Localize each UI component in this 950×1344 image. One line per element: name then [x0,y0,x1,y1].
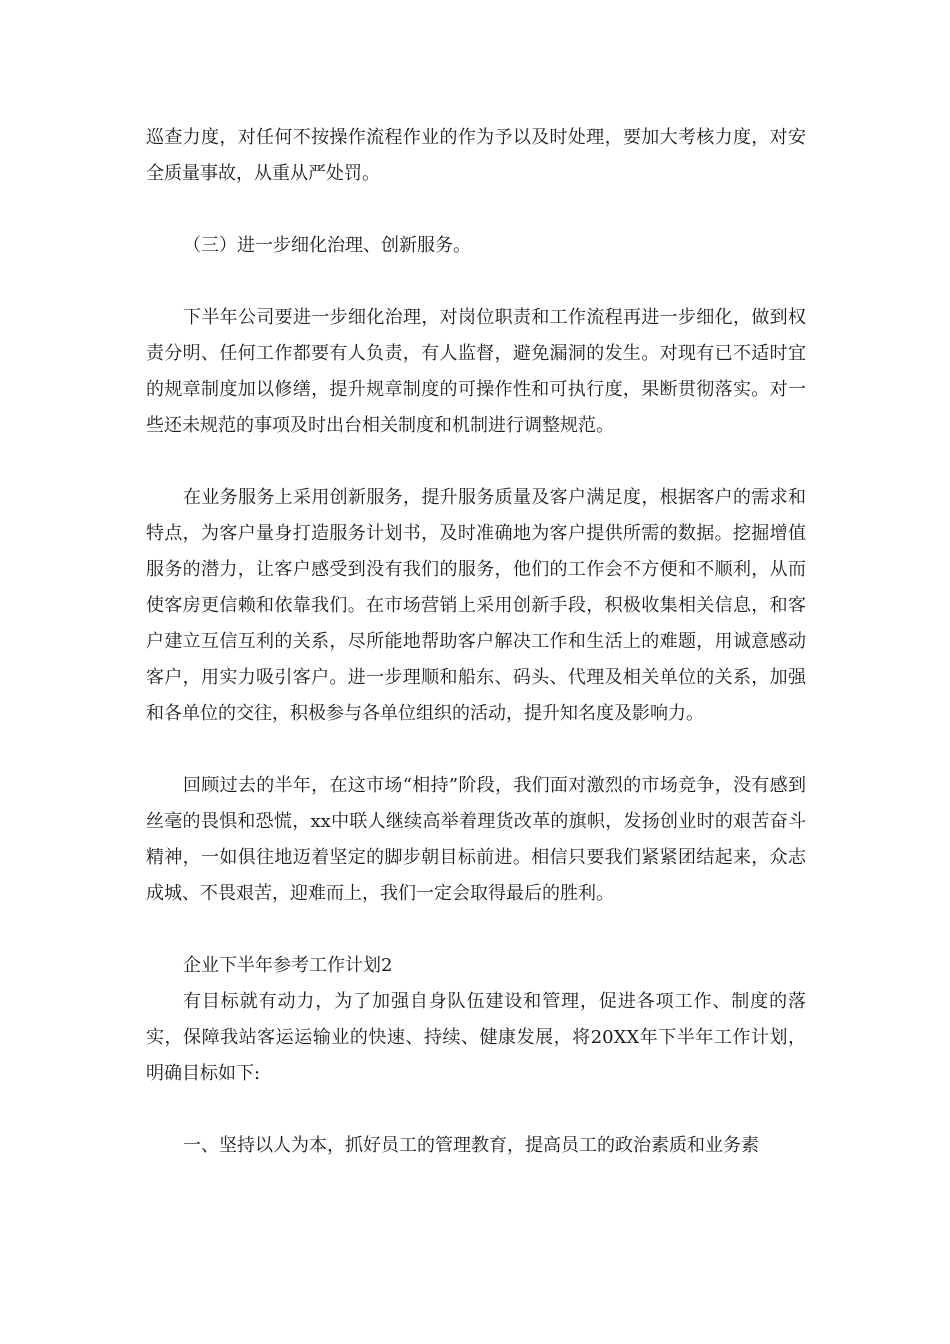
paragraph-inspection-continued: 巡查力度，对任何不按操作流程作业的作为予以及时处理，要加大考核力度，对安全质量事故，从重从严处罚。 [146,127,806,184]
section-heading-refine-management: （三）进一步细化治理、创新服务。 [183,235,471,256]
document-section-title: 企业下半年参考工作计划2 [183,955,393,976]
paragraph-people-oriented: 一、坚持以人为本，抓好员工的管理教育，提高员工的政治素质和业务素 [183,1135,759,1156]
paragraph-refine-management: 下半年公司要进一步细化治理，对岗位职责和工作流程再进一步细化，做到权责分明、任何工作都要有人负责，有人监督，避免漏洞的发生。对现有已不适时宜的规章制度加以修缮，提升规章制度的可操作性和可执行度，果断贯彻落实。对一些还未规范的事项及时出台相关制度和机制进行调整规范。 [146,307,806,436]
paragraph-review-half-year: 回顾过去的半年，在这市场“相持”阶段，我们面对激烈的市场竞争，没有感到丝毫的畏惧和恐慌，xx中联人继续高举着理货改革的旗帜，发扬创业时的艰苦奋斗精神，一如俱往地迈着坚定的脚步朝目标前进。相信只要我们紧紧团结起来，众志成城、不畏艰苦，迎难而上，我们一定会取得最后的胜利。 [146,775,806,904]
document-body [146,120,806,1164]
paragraph-plan-intro: 有目标就有动力，为了加强自身队伍建设和管理，促进各项工作、制度的落实，保障我站客运运输业的快速、持续、健康发展，将20XX年下半年工作计划，明确目标如下: [146,991,806,1084]
paragraph-innovative-service: 在业务服务上采用创新服务，提升服务质量及客户满足度，根据客户的需求和特点，为客户量身打造服务计划书，及时准确地为客户提供所需的数据。挖掘增值服务的潜力，让客户感受到没有我们的服务，他们的工作会不方便和不顺利，从而使客房更信赖和依靠我们。在市场营销上采用创新手段，积极收集相关信息，和客户建立互信互利的关系，尽所能地帮助客户解决工作和生活上的难题，用诚意感动客户，用实力吸引客户。进一步理顺和船东、码头、代理及相关单位的关系，加强和各单位的交往，积极参与各单位组织的活动，提升知名度及影响力。 [146,487,806,724]
